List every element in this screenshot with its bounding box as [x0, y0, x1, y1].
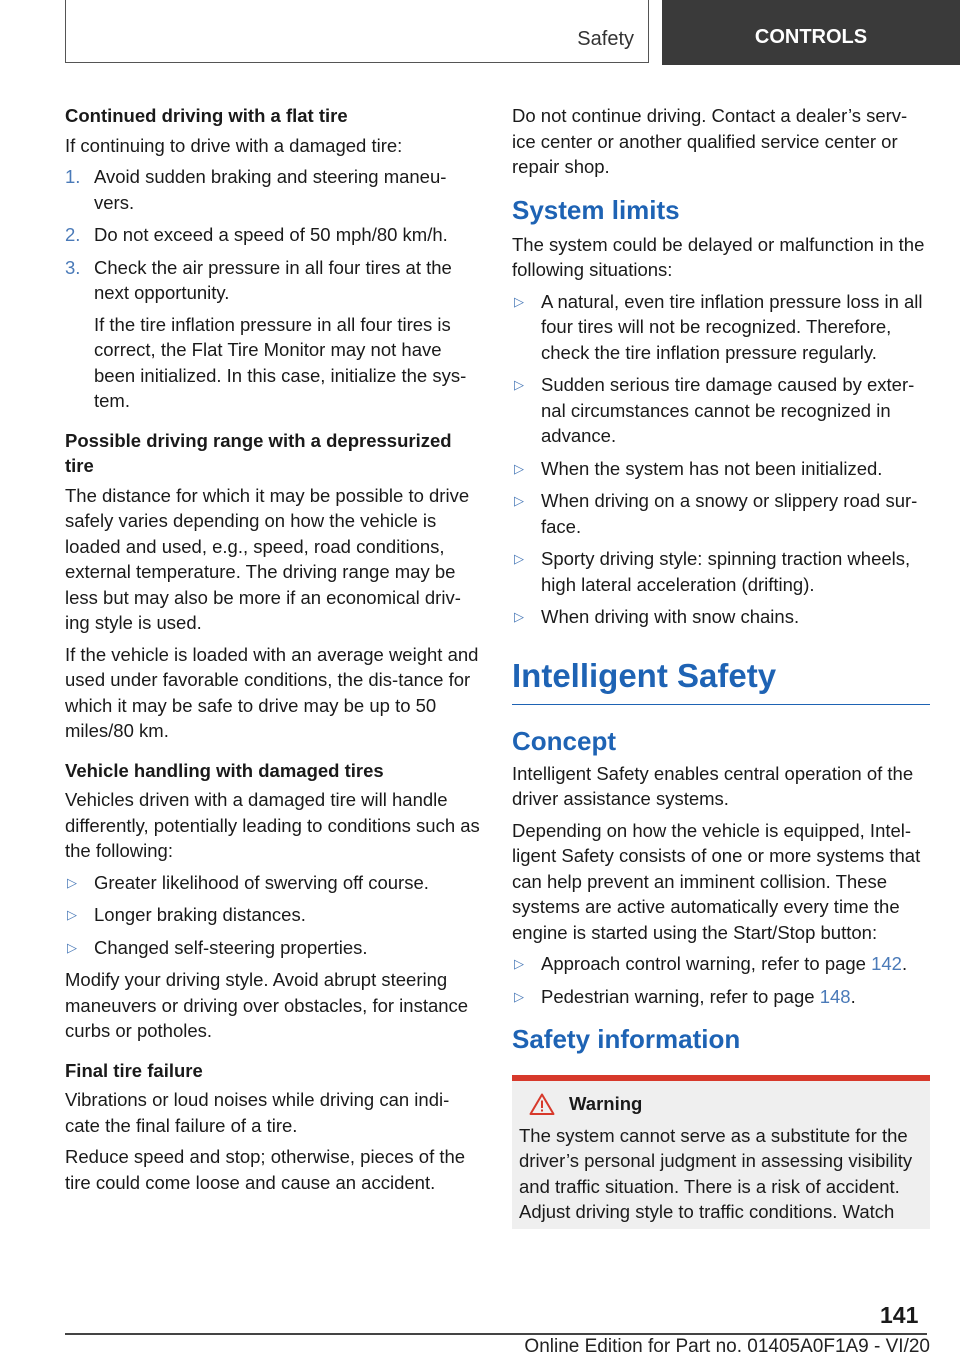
- reference-end: .: [901, 953, 908, 974]
- list-item-text: Changed self-steering properties.: [94, 936, 368, 958]
- concept-heading: Concept: [512, 725, 616, 756]
- list-item: [65, 164, 480, 215]
- chapter-tab: CONTROLS: [662, 0, 960, 65]
- warning-title: Warning: [569, 1093, 643, 1114]
- list-item: [65, 255, 480, 414]
- concept-paragraph: Depending on how the vehicle is equipped, Intel-ligent Safety consists of one or more systems that can help prevent an imminent collision. These systems are active automatically every time the engine is started using the Start/Stop button:: [512, 819, 921, 943]
- page-link[interactable]: 142: [871, 953, 902, 974]
- step-note: If the tire inflation pressure in all four tires is correct, the Flat Tire Monitor may not have been initialized. In this case, initialize the sys-tem.: [94, 313, 467, 411]
- list-item-text: Sporty driving style: spinning traction wheels, high lateral acceleration (drifting).: [541, 548, 911, 595]
- range-heading: Possible driving range with a depressurized tire: [65, 429, 452, 476]
- step-text: Do not exceed a speed of 50 mph/80 km/h.: [94, 224, 448, 245]
- warning-header: [519, 1091, 924, 1117]
- triangle-bullet-icon: ▷: [514, 377, 524, 392]
- limits-list: [512, 289, 930, 630]
- triangle-bullet-icon: ▷: [514, 988, 524, 1004]
- list-item: [512, 289, 930, 366]
- reference-end: .: [850, 985, 856, 1007]
- list-item: [512, 456, 930, 482]
- flat-tire-steps: [65, 164, 480, 414]
- page-link[interactable]: 148: [819, 985, 851, 1007]
- list-item-text: Longer braking distances.: [94, 904, 306, 925]
- list-item: [65, 870, 480, 896]
- list-item: [512, 984, 930, 1010]
- triangle-bullet-icon: ▷: [67, 907, 77, 922]
- header-frame: [65, 0, 649, 63]
- list-item: [65, 222, 480, 248]
- continue-paragraph: Do not continue driving. Contact a dealer’s serv-ice center or another qualified service center or repair shop.: [512, 105, 908, 177]
- triangle-bullet-icon: ▷: [67, 874, 77, 890]
- reference-text: Pedestrian warning, refer to page: [541, 985, 820, 1007]
- reference-text: Approach control warning, refer to page: [541, 953, 872, 974]
- list-item: [65, 902, 480, 928]
- handling-outro: Modify your driving style. Avoid abrupt steering maneuvers or driving over obstacles, for instance curbs or potholes.: [65, 969, 469, 1041]
- triangle-bullet-icon: ▷: [514, 551, 524, 566]
- list-item-text: A natural, even tire inflation pressure loss in all four tires will not be recognized. Therefore, check the tire inflation pressure regularly.: [541, 290, 923, 363]
- triangle-bullet-icon: ▷: [514, 293, 524, 309]
- handling-list: [65, 870, 480, 961]
- handling-heading: Vehicle handling with damaged tires: [65, 759, 384, 781]
- right-column: [512, 103, 930, 1229]
- step-number: 2.: [65, 224, 81, 245]
- safety-information-heading: Safety information: [512, 1024, 741, 1054]
- triangle-bullet-icon: ▷: [514, 493, 524, 508]
- triangle-bullet-icon: ▷: [514, 460, 524, 476]
- step-number: 1.: [65, 166, 81, 187]
- system-limits-heading: System limits: [512, 194, 680, 225]
- step-text: Avoid sudden braking and steering maneu-vers.: [94, 166, 447, 213]
- list-item-text: Greater likelihood of swerving off course.: [94, 871, 429, 893]
- failure-paragraph: Vibrations or loud noises while driving can indi-cate the final failure of a tire.: [65, 1089, 450, 1136]
- handling-intro: Vehicles driven with a damaged tire will handle differently, potentially leading to conditions such as the following:: [65, 789, 480, 861]
- list-item-text: When driving on a snowy or slippery road sur-face.: [541, 490, 918, 537]
- list-item-text: When driving with snow chains.: [541, 606, 800, 627]
- failure-heading: Final tire failure: [65, 1059, 203, 1081]
- list-item: [512, 488, 930, 539]
- triangle-bullet-icon: ▷: [514, 609, 524, 624]
- step-number: 3.: [65, 256, 81, 278]
- list-item: [512, 951, 930, 977]
- intelligent-safety-heading: Intelligent Safety: [512, 656, 930, 705]
- page-number: 141: [880, 1302, 919, 1328]
- failure-paragraph: Reduce speed and stop; otherwise, pieces of the tire could come loose and cause an accident.: [65, 1146, 466, 1193]
- list-item: [512, 604, 930, 630]
- flat-tire-heading: Continued driving with a flat tire: [65, 105, 348, 126]
- limits-intro: The system could be delayed or malfunction in the following situations:: [512, 233, 925, 280]
- warning-triangle-icon: [529, 1093, 555, 1115]
- footer-edition: Online Edition for Part no. 01405A0F1A9 - VI/20: [524, 1336, 930, 1357]
- reference-list: [512, 951, 930, 1009]
- flat-tire-intro: If continuing to drive with a damaged tire:: [65, 134, 403, 156]
- header-section-title: Safety: [577, 28, 634, 50]
- triangle-bullet-icon: ▷: [67, 939, 77, 955]
- list-item: [512, 372, 930, 449]
- triangle-bullet-icon: ▷: [514, 956, 524, 971]
- list-item: [65, 935, 480, 961]
- warning-box: [512, 1075, 930, 1229]
- warning-text: The system cannot serve as a substitute for the driver’s personal judgment in assessing visibility and traffic situation. There is a risk of accident. Adjust driving style to traffic conditions. Watch: [519, 1124, 913, 1222]
- footer-divider: [65, 1333, 927, 1335]
- range-paragraph: If the vehicle is loaded with an average weight and used under favorable conditions, the dis-tance for which it may be safe to drive may be up to 50 miles/80 km.: [65, 643, 479, 741]
- left-column: [65, 103, 480, 1201]
- list-item-text: Sudden serious tire damage caused by exter-nal circumstances cannot be recognized in advance.: [541, 374, 915, 446]
- range-paragraph: The distance for which it may be possible to drive safely varies depending on how the vehicle is loaded and used, e.g., speed, road conditions, external temperature. The driving range may be less but may also be more if an economical driv-ing style is used.: [65, 484, 470, 633]
- list-item: [512, 546, 930, 597]
- list-item-text: When the system has not been initialized.: [541, 457, 883, 479]
- concept-paragraph: Intelligent Safety enables central operation of the driver assistance systems.: [512, 762, 914, 809]
- step-text: Check the air pressure in all four tires at the next opportunity.: [94, 256, 452, 303]
